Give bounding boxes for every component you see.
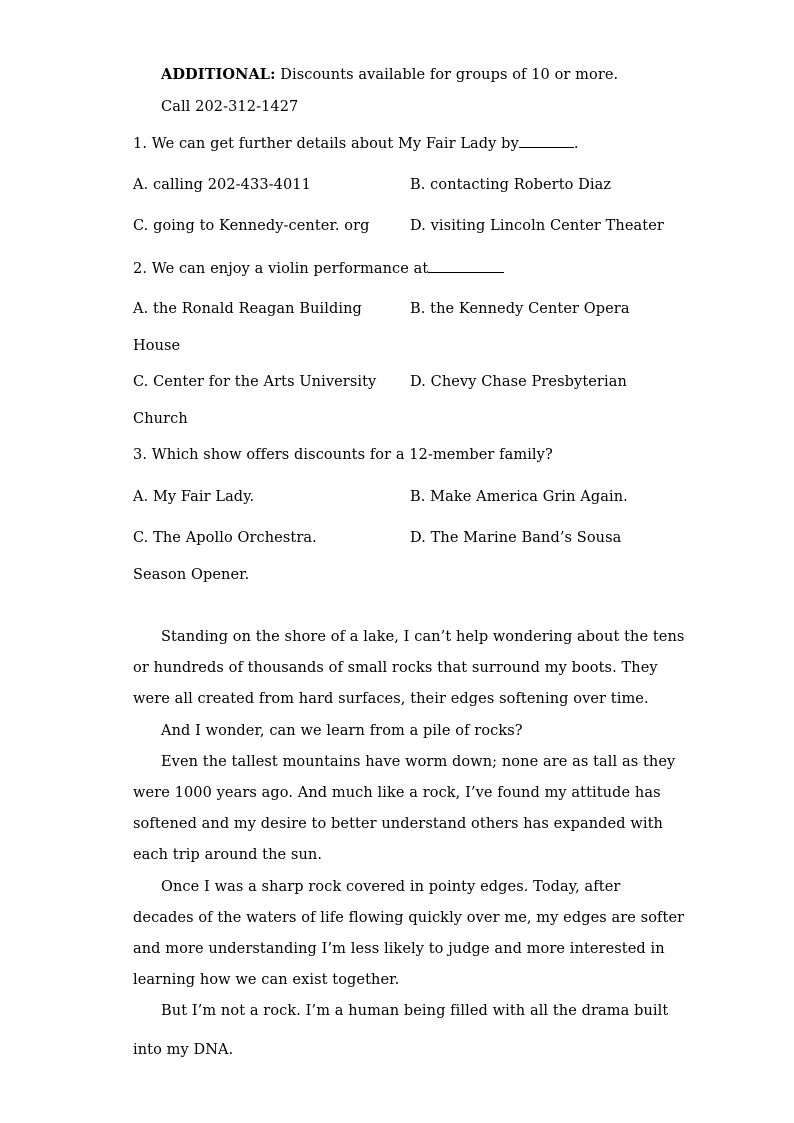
question-2-option-b-continued: House — [133, 338, 181, 354]
question-1-option-c: C. going to Kennedy-center. org — [133, 218, 370, 234]
question-3-option-c: C. The Apollo Orchestra. — [133, 530, 317, 546]
question-1-text: 1. We can get further details about My Fair Lady by — [133, 136, 519, 152]
notice-text: Discounts available for groups of 10 or more. — [275, 67, 619, 83]
passage-line: Even the tallest mountains have worm down; none are as tall as they — [161, 754, 676, 770]
answer-blank — [428, 258, 504, 273]
passage-line: or hundreds of thousands of small rocks that surround my boots. They — [133, 660, 658, 676]
passage-line: were all created from hard surfaces, their edges softening over time. — [133, 691, 649, 707]
question-2-option-c: C. Center for the Arts University — [133, 374, 377, 390]
notice-label: ADDITIONAL: — [161, 66, 276, 83]
question-2-option-b: B. the Kennedy Center Opera — [410, 301, 630, 317]
passage-line: each trip around the sun. — [133, 847, 323, 863]
notice-call: Call 202-312-1427 — [161, 99, 299, 115]
question-1-end: . — [573, 136, 579, 152]
passage-line: But I’m not a rock. I’m a human being filled with all the drama built — [161, 1003, 669, 1019]
passage-line: were 1000 years ago. And much like a rock, I’ve found my attitude has — [133, 785, 661, 801]
passage-line: Standing on the shore of a lake, I can’t help wondering about the tens — [161, 629, 685, 645]
answer-blank — [519, 133, 574, 148]
question-3-option-d: D. The Marine Band’s Sousa — [410, 530, 622, 546]
question-2-text: 2. We can enjoy a violin performance at — [133, 261, 429, 277]
question-2-option-a: A. the Ronald Reagan Building — [133, 301, 362, 317]
question-1-option-d: D. visiting Lincoln Center Theater — [410, 218, 664, 234]
passage-line: into my DNA. — [133, 1042, 234, 1058]
question-3-option-b: B. Make America Grin Again. — [410, 489, 628, 505]
passage-line: decades of the waters of life flowing quickly over me, my edges are softer — [133, 910, 685, 926]
question-1-option-b: B. contacting Roberto Diaz — [410, 177, 612, 193]
question-3-stem: 3. Which show offers discounts for a 12-member family? — [133, 447, 553, 463]
question-2-option-d: D. Chevy Chase Presbyterian — [410, 374, 627, 390]
passage-line: Once I was a sharp rock covered in pointy edges. Today, after — [161, 879, 621, 895]
question-1-option-a: A. calling 202-433-4011 — [133, 177, 311, 193]
passage-line: And I wonder, can we learn from a pile of rocks? — [161, 723, 523, 739]
notice-line — [161, 65, 618, 85]
passage-line: learning how we can exist together. — [133, 972, 400, 988]
passage-line: and more understanding I’m less likely to judge and more interested in — [133, 941, 665, 957]
question-2-option-d-continued: Church — [133, 411, 188, 427]
question-3-option-d-continued: Season Opener. — [133, 567, 250, 583]
question-1-stem — [133, 133, 579, 154]
question-3-option-a: A. My Fair Lady. — [133, 489, 255, 505]
passage-line: softened and my desire to better understand others has expanded with — [133, 816, 663, 832]
question-2-stem — [133, 258, 504, 279]
